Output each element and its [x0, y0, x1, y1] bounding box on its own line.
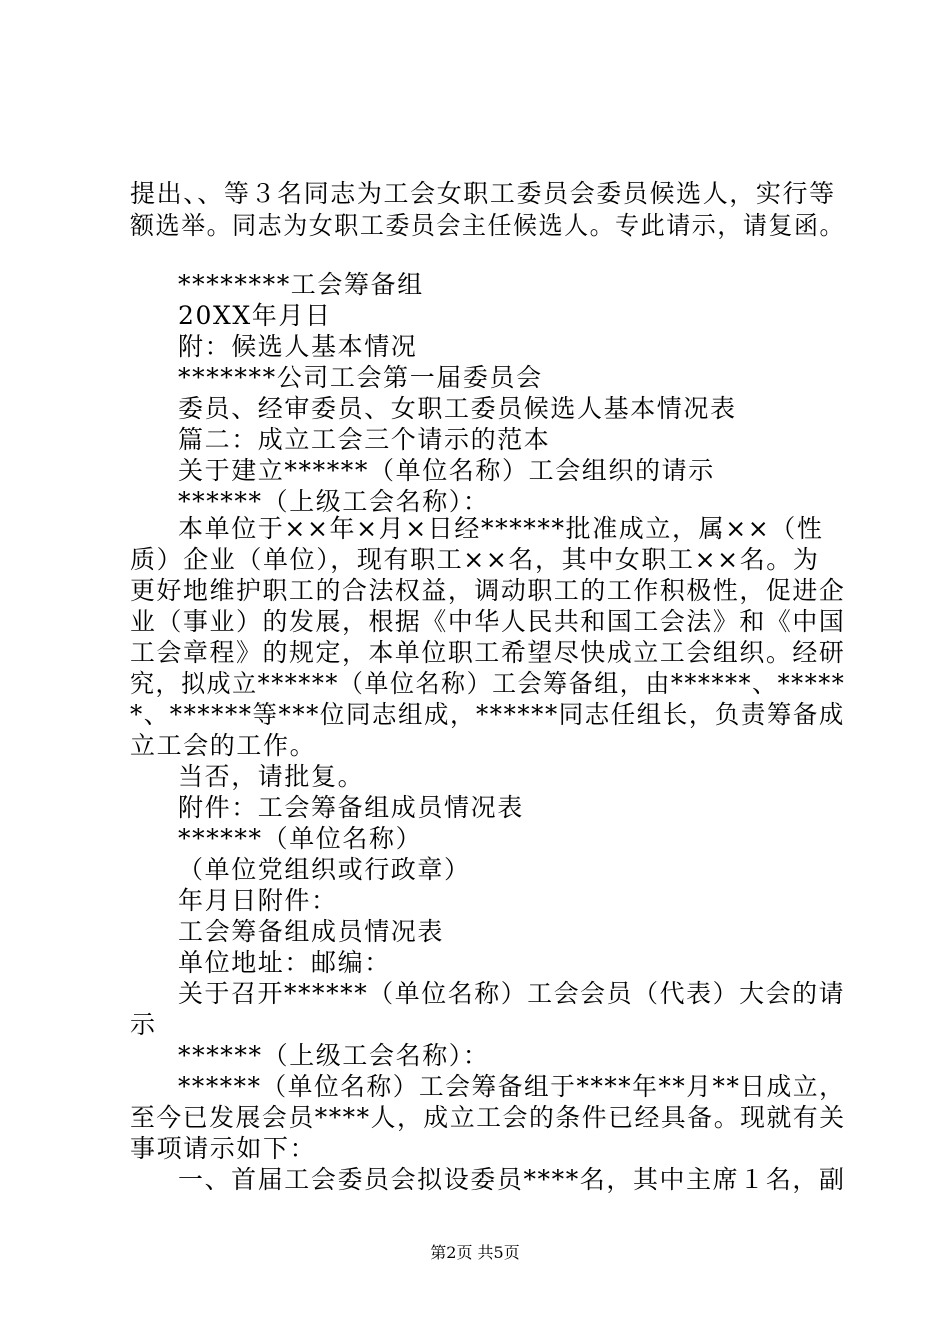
- text-line: 额选举。同志为女职工委员会主任候选人。专此请示，请复函。: [130, 211, 846, 240]
- text-line: 更好地维护职工的合法权益，调动职工的工作积极性，促进企: [130, 576, 846, 605]
- text-line: ******（单位名称）: [178, 824, 423, 853]
- text-line: 工会章程》的规定，本单位职工希望尽快成立工会组织。经研: [130, 638, 846, 667]
- text-line: 至今已发展会员****人，成立工会的条件已经具备。现就有关: [130, 1103, 846, 1132]
- text-line: 本单位于××年×月×日经******批准成立，属××（性: [178, 514, 824, 543]
- text-line: 提出、、等３名同志为工会女职工委员会委员候选人，实行等: [130, 179, 836, 208]
- text-line: （单位党组织或行政章）: [178, 855, 471, 884]
- text-line: 年月日附件：: [178, 886, 338, 915]
- letter-title: 关于建立******（单位名称）工会组织的请示: [178, 456, 715, 485]
- text-line: 20XX年月日: [178, 301, 332, 330]
- text-line: *、******等***位同志组成，******同志任组长，负责筹备成: [130, 700, 845, 729]
- text-line: ******（上级工会名称）：: [178, 1041, 490, 1070]
- text-line: 工会筹备组成员情况表: [178, 917, 445, 946]
- text-line: 委员、经审委员、女职工委员候选人基本情况表: [178, 394, 737, 423]
- text-line: ******（单位名称）工会筹备组于****年**月**日成立，: [178, 1072, 846, 1101]
- text-line: 一、首届工会委员会拟设委员****名，其中主席１名，副: [178, 1165, 846, 1194]
- text-line: 示: [130, 1010, 157, 1039]
- section-heading: 篇二：成立工会三个请示的范本: [178, 425, 551, 454]
- text-line: 事项请示如下：: [130, 1134, 317, 1163]
- text-line: 单位地址：邮编：: [178, 948, 391, 977]
- text-line: *******公司工会第一届委员会: [178, 363, 543, 392]
- text-line: 立工会的工作。: [130, 731, 317, 760]
- text-line: 质）企业（单位），现有职工××名，其中女职工××名。为: [130, 545, 820, 574]
- page-number: 第2页 共5页: [430, 1243, 520, 1262]
- text-line: 当否，请批复。: [178, 762, 365, 791]
- letter-title: 关于召开******（单位名称）工会会员（代表）大会的请: [178, 979, 846, 1008]
- text-line: ********工会筹备组: [178, 270, 424, 299]
- text-line: 附件：工会筹备组成员情况表: [178, 793, 524, 822]
- text-line: 究，拟成立******（单位名称）工会筹备组，由******、*****: [130, 669, 846, 698]
- text-line: ******（上级工会名称）：: [178, 487, 490, 516]
- text-line: 业（事业）的发展，根据《中华人民共和国工会法》和《中国: [130, 607, 846, 636]
- text-line: 附：候选人基本情况: [178, 332, 418, 361]
